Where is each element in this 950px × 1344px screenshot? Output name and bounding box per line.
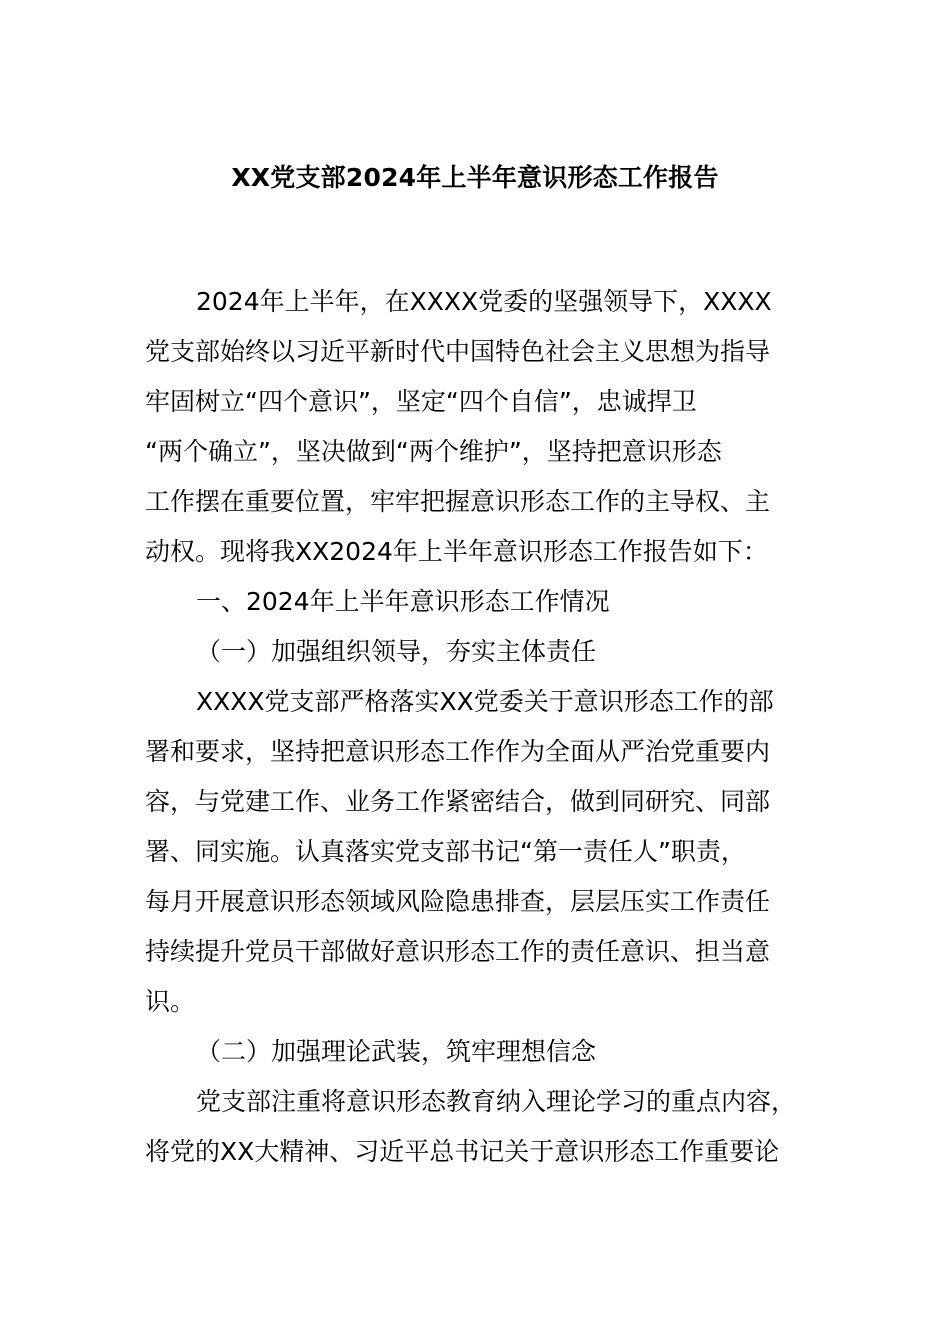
document-title: XX党支部2024年上半年意识形态工作报告 xyxy=(231,163,719,192)
paragraph-line: 容，与党建工作、业务工作紧密结合，做到同研究、同部 xyxy=(145,787,771,816)
subsection-heading: （二）加强理论武装，筑牢理想信念 xyxy=(196,1037,597,1066)
paragraph-line: 工作摆在重要位置，牢牢把握意识形态工作的主导权、主 xyxy=(145,487,771,516)
section-heading: 一、2024年上半年意识形态工作情况 xyxy=(196,587,610,616)
paragraph-line: 识。 xyxy=(145,987,196,1016)
paragraph-line: 党支部注重将意识形态教育纳入理论学习的重点内容， xyxy=(196,1087,797,1116)
paragraph-line: “两个确立”，坚决做到“两个维护”，坚持把意识形态 xyxy=(145,437,722,466)
paragraph-line: 持续提升党员干部做好意识形态工作的责任意识、担当意 xyxy=(145,937,771,966)
paragraph-line: 每月开展意识形态领域风险隐患排查，层层压实工作责任 xyxy=(145,887,771,916)
paragraph-line: 署、同实施。认真落实党支部书记“第一责任人”职责， xyxy=(145,837,746,866)
paragraph-line: 2024年上半年，在XXXX党委的坚强领导下，XXXX xyxy=(196,287,772,316)
paragraph-line: 署和要求，坚持把意识形态工作作为全面从严治党重要内 xyxy=(145,737,771,766)
paragraph-line: 党支部始终以习近平新时代中国特色社会主义思想为指导 xyxy=(145,337,771,366)
paragraph-line: 将党的XX大精神、习近平总书记关于意识形态工作重要论 xyxy=(145,1137,780,1166)
paragraph-line: 牢固树立“四个意识”，坚定“四个自信”，忠诚捍卫 xyxy=(145,387,697,416)
paragraph-line: 动权。现将我XX2024年上半年意识形态工作报告如下： xyxy=(145,537,768,566)
paragraph-line: XXXX党支部严格落实XX党委关于意识形态工作的部 xyxy=(196,687,774,716)
subsection-heading: （一）加强组织领导，夯实主体责任 xyxy=(196,637,597,666)
